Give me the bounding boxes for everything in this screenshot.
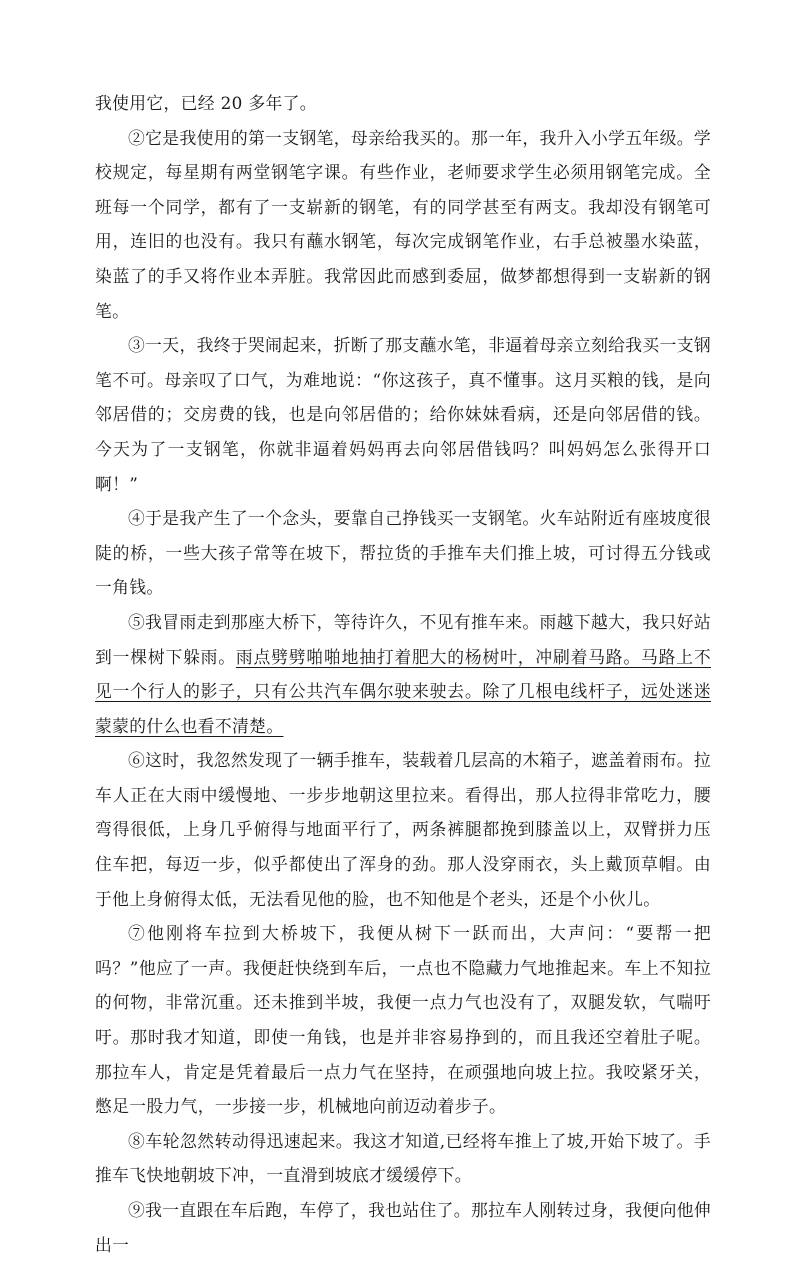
paragraph-2: ②它是我使用的第一支钢笔，母亲给我买的。那一年，我升入小学五年级。学校规定，每星期有两堂钢笔字课。有些作业，老师要求学生必须用钢笔完成。全班每一个同学，都有了一支崭新的钢笔，有的同学甚至有两支。我却没有钢笔可用，连旧的也没有。我只有蘸水钢笔，每次完成钢笔作业，右手总被墨水染蓝，染蓝了的手又将作业本弄脏。我常因此而感到委屈，做梦都想得到一支崭新的钢笔。 [95, 127, 711, 321]
paragraph-3: ③一天，我终于哭闹起来，折断了那支蘸水笔，非逼着母亲立刻给我买一支钢笔不可。母亲叹了口气，为难地说：“你这孩子，真不懂事。这月买粮的钱，是向邻居借的；交房费的钱，也是向邻居借的；给你妹妹看病，还是向邻居借的钱。今天为了一支钢笔，你就非逼着妈妈再去向邻居借钱吗？叫妈妈怎么张得开口啊！” [95, 335, 711, 494]
paragraph-continuation: 我使用它，已经 20 多年了。 [95, 93, 317, 113]
paragraph-9: ⑨我一直跟在车后跑，车停了，我也站住了。那拉车人刚转过身，我便向他伸出一 [95, 1200, 711, 1255]
paragraph-5 [95, 605, 711, 743]
paragraph-6: ⑥这时，我忽然发现了一辆手推车，装载着几层高的木箱子，遮盖着雨布。拉车人正在大雨中缓慢地、一步步地朝这里拉来。看得出，那人拉得非常吃力，腰弯得很低，上身几乎俯得与地面平行了，两条裤腿都挽到膝盖以上，双臂拼力压住车把，每迈一步，似乎都使出了浑身的劲。那人没穿雨衣，头上戴顶草帽。由于他上身俯得太低，无法看见他的脸，也不知他是个老头，还是个小伙儿。 [95, 750, 711, 909]
paragraph-7: ⑦他刚将车拉到大桥坡下，我便从树下一跃而出，大声问：“要帮一把吗？”他应了一声。我便赶快绕到车后，一点也不隐藏力气地推起来。车上不知拉的何物，非常沉重。还未推到半坡，我便一点力气也没有了，双腿发软，气喘吁吁。那时我才知道，即使一角钱，也是并非容易挣到的，而且我还空着肚子呢。那拉车人，肯定是凭着最后一点力气在坚持，在顽强地向坡上拉。我咬紧牙关，憋足一股力气，一步接一步，机械地向前迈动着步子。 [95, 923, 711, 1117]
paragraph-5-text: ⑤我冒雨走到那座大桥下，等待许久，不见有推车来。雨越下越大，我只好站到一棵树下躲雨。 [95, 611, 711, 667]
paragraph-4: ④于是我产生了一个念头，要靠自己挣钱买一支钢笔。火车站附近有座坡度很陡的桥，一些大孩子常等在坡下，帮拉货的手推车夫们推上坡，可讨得五分钱或一角钱。 [95, 508, 711, 598]
article-body [95, 86, 711, 1262]
underlined-passage: 雨点劈劈啪啪地抽打着肥大的杨树叶，冲刷着马路。马路上不见一个行人的影子，只有公共汽车偶尔驶来驶去。除了几根电线杆子，远处迷迷蒙蒙的什么也看不清楚。 [95, 646, 712, 736]
paragraph-8: ⑧车轮忽然转动得迅速起来。我这才知道,已经将车推上了坡,开始下坡了。手推车飞快地朝坡下冲，一直滑到坡底才缓缓停下。 [95, 1130, 711, 1186]
